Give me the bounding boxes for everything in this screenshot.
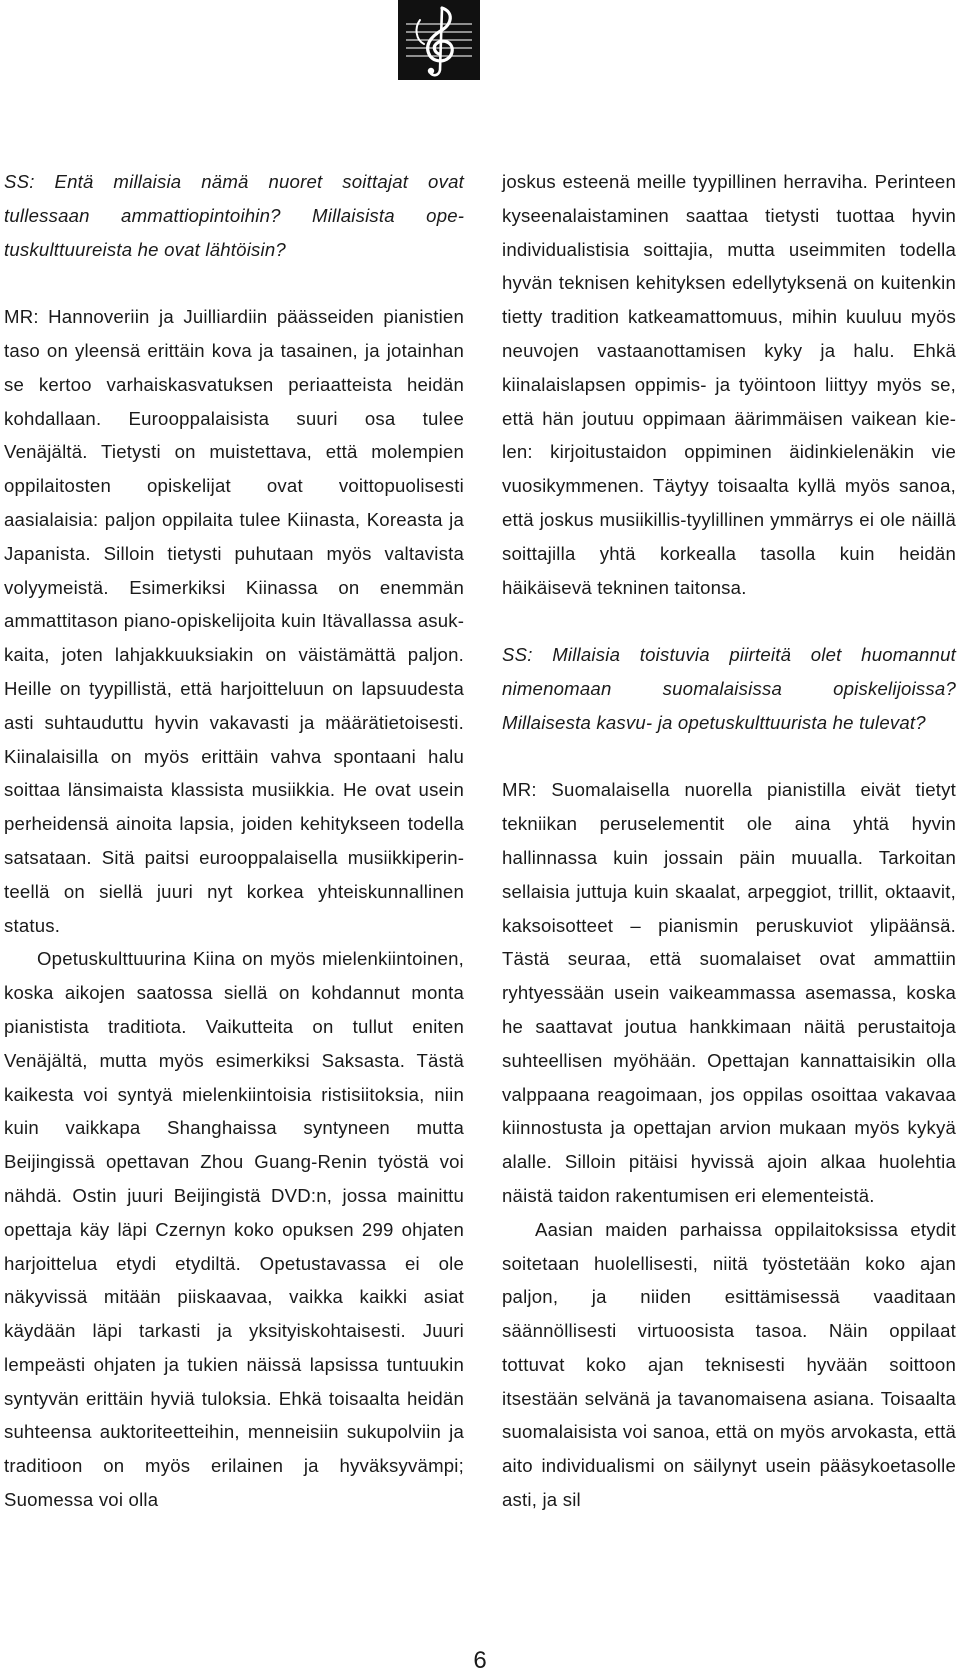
body-paragraph: joskus esteenä meille tyypillinen herraviha. Perinteen kyseenalaistaminen saattaa tietysti tuottaa hyvin individualistisia soittajia, mutta useimmiten todella hyvän teknisen kehityksen edellytyksenä on kuitenkin tietty tradition katkeamattomuus, mihin kuuluu myös neuvojen vastaanottamisen kyky ja halu. Ehkä kiinalaislapsen oppimis- ja työintoon liittyy myös se, että hän joutuu oppimaan äärimmäisen vaikean kielen: kirjoitustaidon oppiminen äidinkielenäkin vie vuosikymmenen. Täytyy toisaalta kyllä myös sanoa, että joskus musiikillis-tyylillinen ymmärrys ei ole näillä soittajilla yhtä korkealla tasolla kuin heidän häikäisevä tekninen taitonsa. xyxy=(502,171,956,598)
right-column xyxy=(502,165,956,1517)
treble-clef-icon xyxy=(398,0,480,80)
interview-question: SS: Millaisia toistuvia piirteitä olet huomannut nimenomaan suomalaisissa opiskelijoissa? Millaisesta kasvu- ja opetuskulttuurista he tulevat? xyxy=(502,644,956,733)
interview-question: SS: Entä millaisia nämä nuoret soittajat ovat tullessaan ammattiopintoihin? Millaisista opetuskulttuureista he ovat lähtöisin? xyxy=(4,171,464,260)
left-column xyxy=(4,165,464,1517)
interview-answer: MR: Suomalaisella nuorella pianistilla eivät tietyt tekniikan peruselementit ole aina yhtä hyvin hallinnassa kuin jossain päin muualla. Tarkoitan sellaisia juttuja kuin skaalat, arpeggiot, trillit, oktaavit, kaksoisotteet – pianismin peruskuviot ylipäänsä. Tästä seuraa, että suomalaiset ovat ammattiin ryhtyessään usein vaikeammassa asemassa, koska he saattavat joutua hankkimaan näitä perustaitoja suhteellisen myöhään. Opettajan kannattaisikin olla valppaana reagoimaan, jos oppilas osoittaa vakavaa kiinnostusta ja opettajan arvion mukaan myös kykyä alalle. Silloin pitäisi hyvissä ajoin alkaa huolehtia näistä taidon rakentumisen eri elementeistä. xyxy=(502,779,956,1206)
publisher-logo xyxy=(398,0,480,80)
interview-answer: MR: Hannoveriin ja Juilliardiin päässeiden pianistien taso on yleensä erittäin kova ja tasainen, ja jotainhan se kertoo varhaiskasvatuksen periaatteista heidän kohdallaan. Eurooppalaisista suuri osa tulee Venäjältä. Tietysti on muistettava, että molempien oppilaitosten opiskelijat ovat voittopuolisesti aasialaisia: paljon oppilaita tulee Kiinasta, Koreasta ja Japanista. Silloin tietysti puhutaan myös valtavista volyymeistä. Esimerkiksi Kiinassa on enemmän ammattitason piano-opiskelijoita kuin Itävallassa asukkaita, joten lahjakkuuksiakin on väistämättä paljon. Heille on tyypillistä, että harjoitteluun on lapsuudesta asti suhtauduttu hyvin vakavasti ja määrätietoisesti. Kiinalaisilla on myös erittäin vahva spontaani halu soittaa länsimaista klassista musiikkia. He ovat usein perheidensä ainoita lapsia, joiden kehitykseen todella satsataan. Sitä paitsi eurooppalaisella musiikkiperinteellä on siellä juuri nyt korkea yhteiskunnallinen status. xyxy=(4,306,464,936)
body-paragraph: Opetuskulttuurina Kiina on myös mielenkiintoinen, koska aikojen saatossa siellä on kohdannut monta pianistista traditiota. Vaikutteita on tullut eniten Venäjältä, mutta myös esimerkiksi Saksasta. Tästä kaikesta voi syntyä mielenkiintoisia ristisiitoksia, niin kuin vaikkapa Shanghaissa syntyneen mutta Beijingissä opettavan Zhou Guang-Renin työstä voi nähdä. Ostin juuri Beijingistä DVD:n, jossa mainittu opettaja käy läpi Czernyn koko opuksen 299 ohjaten harjoittelua etydi etydiltä. Opetustavassa ei ole näkyvissä mitään piiskaavaa, vaikka kaikki asiat käydään läpi tarkasti ja yksityiskohtaisesti. Juuri lempeästi ohjaten ja tukien näissä lapsissa tuntuukin syntyvän erittäin hyviä tuloksia. Ehkä toisaalta heidän suhteensa auktoriteetteihin, menneisiin sukupolviin ja traditioon on myös erilainen ja hyväksyvämpi; Suomessa voi olla xyxy=(4,948,464,1511)
page-number: 6 xyxy=(473,1647,487,1674)
body-paragraph: Aasian maiden parhaissa oppilaitoksissa etydit soitetaan huolellisesti, niitä työstetään koko ajan paljon, ja niiden esittämisessä vaaditaan säännöllisesti virtuoosista tasoa. Näin oppilaat tottuvat koko ajan teknisesti hyvään soittoon itsestään selvänä ja tavanomaisena asiana. Toisaalta suomalaisista voi sanoa, että on myös arvokasta, että aito individualismi on säilynyt usein pääsykoetasolle asti, ja sil xyxy=(502,1218,956,1511)
